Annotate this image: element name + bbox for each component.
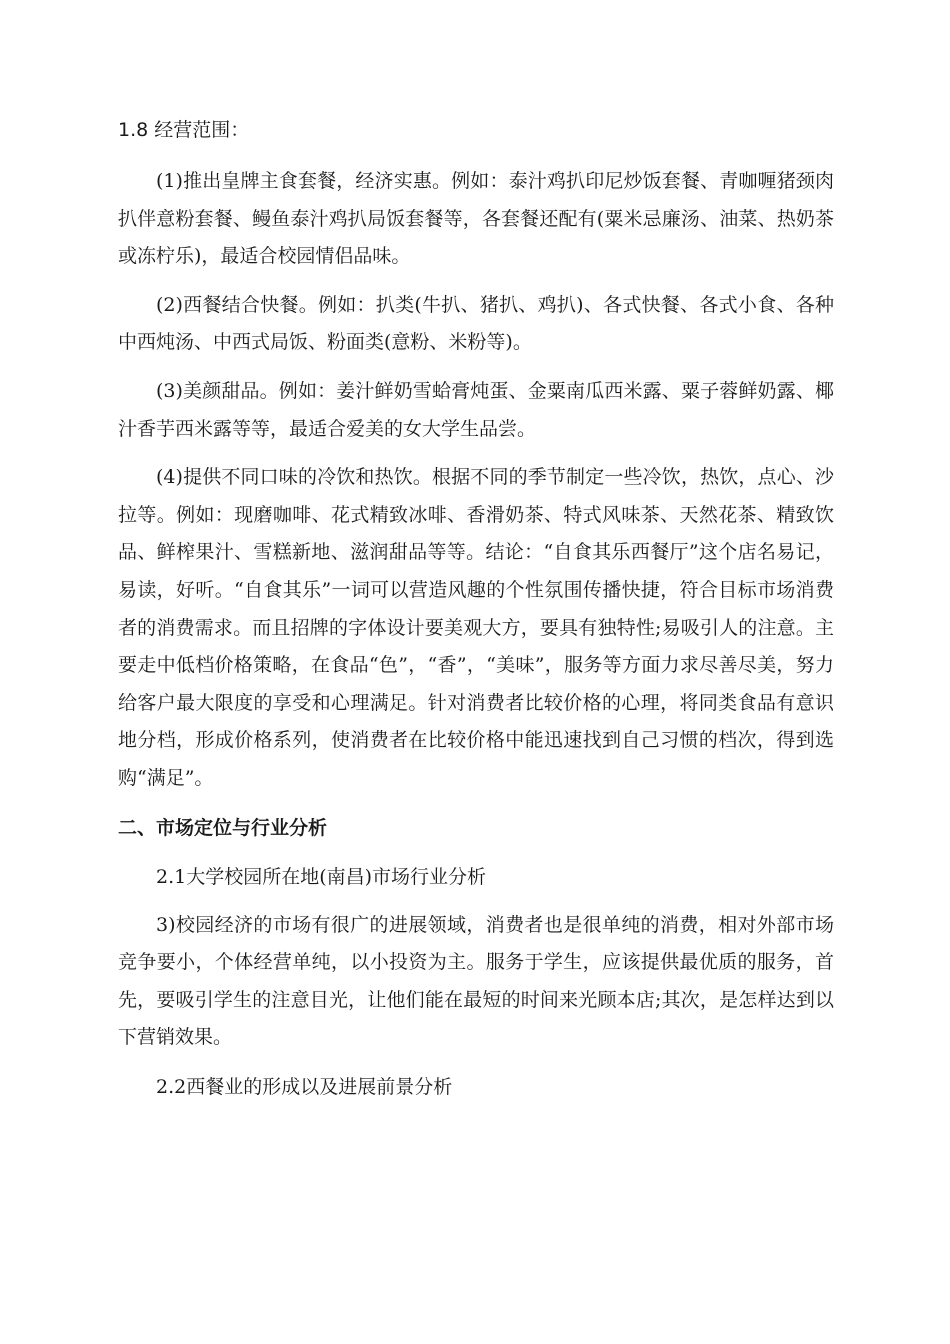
subsection-2-1-title: 2.1大学校园所在地(南昌)市场行业分析 (156, 865, 487, 888)
section-2-heading: 二、市场定位与行业分析 (118, 816, 328, 839)
document-page (118, 111, 834, 1106)
section-1-8-heading: 1.8 经营范围： (118, 119, 250, 141)
business-scope-item-2: (2)西餐结合快餐。例如：扒类(牛扒、猪扒、鸡扒)、各式快餐、各式小食、各种中西炖汤、中西式局饭、粉面类(意粉、米粉等)。 (118, 293, 834, 354)
business-scope-item-3: (3)美颜甜品。例如：姜汁鲜奶雪蛤膏炖蛋、金粟南瓜西米露、粟子蓉鲜奶露、椰汁香芋西米露等等，最适合爱美的女大学生品尝。 (118, 379, 834, 440)
subsection-2-2-title: 2.2西餐业的形成以及进展前景分析 (156, 1075, 453, 1098)
business-scope-item-4: (4)提供不同口味的冷饮和热饮。根据不同的季节制定一些冷饮，热饮，点心、沙拉等。例如：现磨咖啡、花式精致冰啡、香滑奶茶、特式风味茶、天然花茶、精致饮品、鲜榨果汁、雪糕新地、滋润甜品等等。结论：“自食其乐西餐厅”这个店名易记，易读，好听。“自食其乐”一词可以营造风趣的个性氛围传播快捷，符合目标市场消费者的消费需求。而且招牌的字体设计要美观大方，要具有独特性;易吸引人的注意。主要走中低档价格策略，在食品“色”，“香”，“美味”，服务等方面力求尽善尽美，努力给客户最大限度的享受和心理满足。针对消费者比较价格的心理，将同类食品有意识地分档，形成价格系列，使消费者在比较价格中能迅速找到自己习惯的档次，得到选购“满足”。 (118, 466, 834, 789)
campus-market-paragraph: 3)校园经济的市场有很广的进展领域，消费者也是很单纯的消费，相对外部市场竞争要小，个体经营单纯，以小投资为主。服务于学生，应该提供最优质的服务，首先，要吸引学生的注意目光，让他们能在最短的时间来光顾本店;其次，是怎样达到以下营销效果。 (118, 913, 834, 1049)
business-scope-item-1: (1)推出皇牌主食套餐，经济实惠。例如：泰汁鸡扒印尼炒饭套餐、青咖喱猪颈肉扒伴意粉套餐、鳗鱼泰汁鸡扒局饭套餐等，各套餐还配有(粟米忌廉汤、油菜、热奶茶或冻柠乐)，最适合校园情侣品味。 (118, 170, 834, 268)
